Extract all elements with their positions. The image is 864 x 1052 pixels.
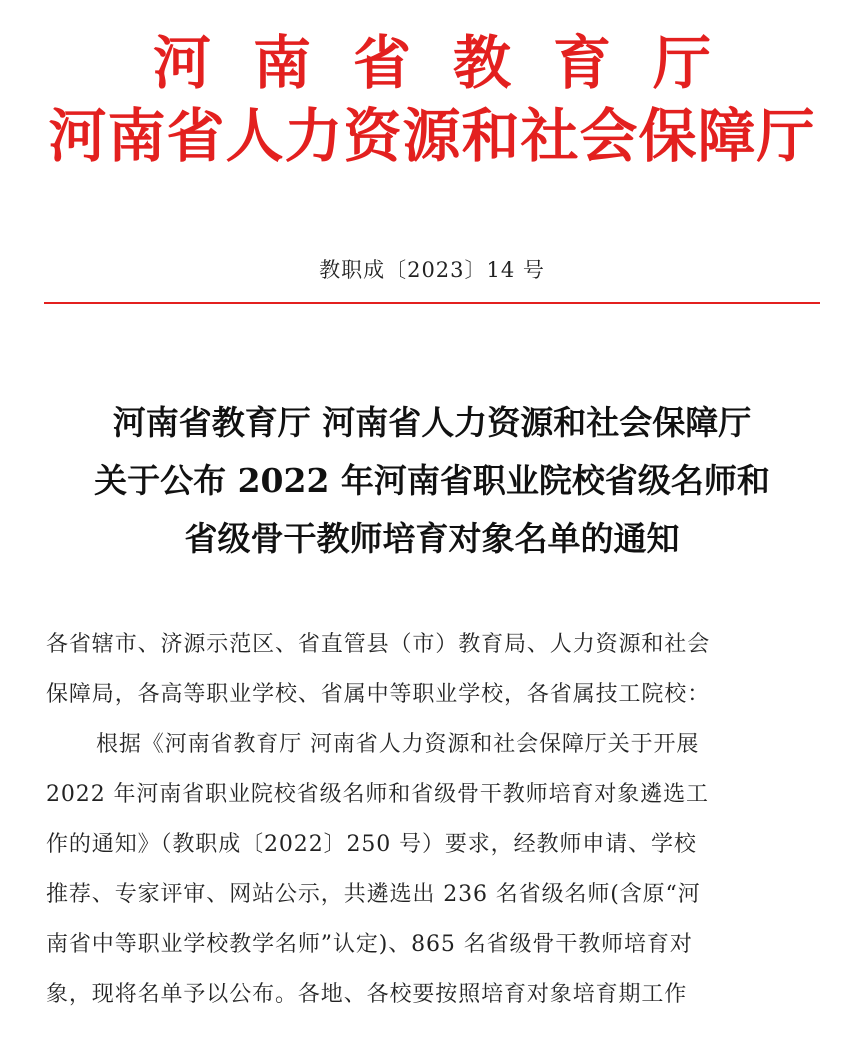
body-line: 保障局，各高等职业学校、省属中等职业学校，各省属技工院校：	[46, 682, 711, 707]
notice-body	[46, 620, 826, 1020]
title-line-3: 省级骨干教师培育对象名单的通知	[184, 519, 680, 558]
title-line-1: 河南省教育厅 河南省人力资源和社会保障厅	[112, 403, 752, 442]
body-line: 推荐、专家评审、网站公示，共遴选出 236 名省级名师(含原“河	[46, 882, 701, 907]
body-line: 根据《河南省教育厅 河南省人力资源和社会保障厅关于开展	[96, 732, 700, 757]
body-line: 2022 年河南省职业院校省级名师和省级骨干教师培育对象遴选工	[46, 782, 709, 807]
title-line-2: 关于公布 2022 年河南省职业院校省级名师和	[94, 461, 770, 500]
body-line: 各省辖市、济源示范区、省直管县（市）教育局、人力资源和社会	[46, 632, 711, 657]
body-line: 象，现将名单予以公布。各地、各校要按照培育对象培育期工作	[46, 982, 688, 1007]
notice-title	[30, 394, 834, 568]
issuer-line-2: 河南省人力资源和社会保障厅	[48, 102, 816, 170]
issuer-line-1: 河南省教育厅	[152, 29, 753, 97]
body-line: 南省中等职业学校教学名师”认定)、865 名省级骨干教师培育对	[46, 932, 693, 957]
red-divider	[44, 302, 820, 304]
body-line: 作的通知》（教职成〔2022〕250 号）要求，经教师申请、学校	[46, 832, 697, 857]
document-number: 教职成〔2023〕14 号	[319, 258, 545, 282]
